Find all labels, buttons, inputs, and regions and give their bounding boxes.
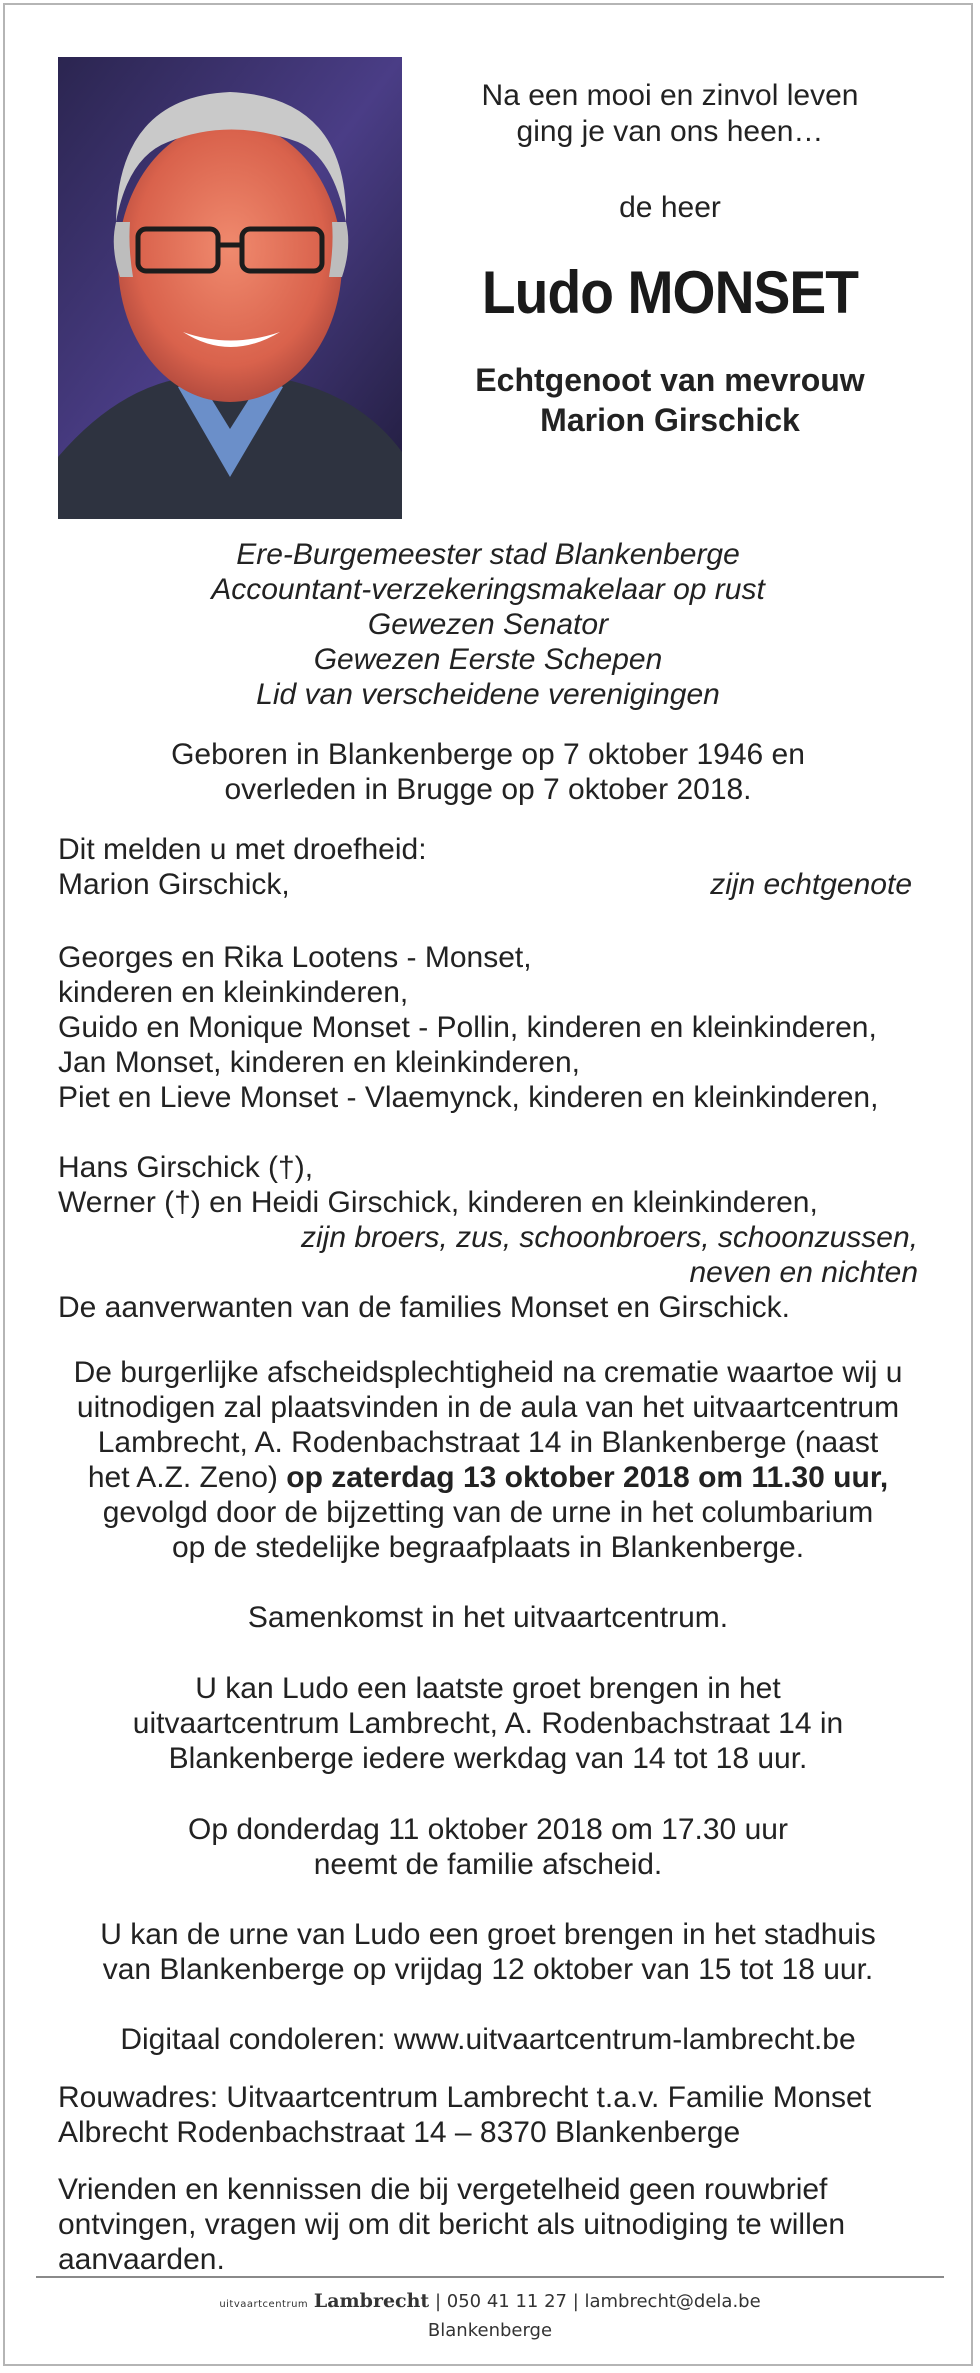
ceremony-line-pre: het A.Z. Zeno): [87, 1461, 287, 1494]
closing-line: ontvingen, vragen wij om dit bericht als uitnodiging te willen: [58, 2208, 846, 2241]
farewell-line: neemt de familie afscheid.: [313, 1848, 663, 1881]
footer-divider: [36, 2276, 944, 2278]
intro-line-1: Na een mooi en zinvol leven: [481, 79, 859, 112]
spouse-name: Marion Girschick,: [58, 868, 290, 901]
siblings-role-2: neven en nichten: [689, 1256, 918, 1289]
birth-death-info: [58, 737, 918, 807]
closing-line: aanvaarden.: [58, 2243, 225, 2276]
list-item: Piet en Lieve Monset - Vlaemynck, kinderen en kleinkinderen,: [58, 1081, 879, 1114]
honorary-titles: [58, 537, 918, 712]
urn-line: van Blankenberge op vrijdag 12 oktober van 15 tot 18 uur.: [102, 1953, 874, 1986]
spouse-row: [58, 867, 918, 902]
intro-line-2: ging je van ons heen…: [516, 115, 824, 148]
footer-line-1: [0, 2290, 980, 2312]
relatives-line: De aanverwanten van de families Monset en Girschick.: [58, 1291, 791, 1324]
gathering-info: Samenkomst in het uitvaartcentrum.: [247, 1601, 729, 1634]
footer-city: Blankenberge: [427, 2320, 553, 2341]
portrait-photo: [58, 57, 402, 519]
honorific: de heer: [619, 191, 721, 224]
address-line: Albrecht Rodenbachstraat 14 – 8370 Blankenberge: [58, 2116, 741, 2149]
intro-text: [430, 78, 910, 150]
ceremony-line: uitnodigen zal plaatsvinden in de aula van het uitvaartcentrum: [76, 1391, 900, 1424]
children-list: [58, 940, 918, 1115]
ceremony-info: [58, 1355, 918, 1565]
brand-prefix: uitvaartcentrum: [219, 2299, 309, 2310]
condolence-link: Digitaal condoleren: www.uitvaartcentrum-lambrecht.be: [120, 2023, 856, 2056]
ceremony-line: gevolgd door de bijzetting van de urne in het columbarium: [102, 1496, 874, 1529]
birth-line: Geboren in Blankenberge op 7 oktober 1946 en: [171, 738, 805, 771]
footer: [0, 2290, 980, 2341]
visit-line: uitvaartcentrum Lambrecht, A. Rodenbachstraat 14 in: [132, 1707, 844, 1740]
visit-line: Blankenberge iedere werkdag van 14 tot 18 uur.: [168, 1742, 808, 1775]
spouse-line-2: Marion Girschick: [540, 402, 800, 438]
siblings-role-1: zijn broers, zus, schoonbroers, schoonzussen,: [301, 1221, 918, 1254]
list-item: Werner (†) en Heidi Girschick, kinderen en kleinkinderen,: [58, 1186, 818, 1219]
announcement-intro: Dit melden u met droefheid:: [58, 833, 427, 866]
list-item: Hans Girschick (†),: [58, 1151, 314, 1184]
header-block: [430, 78, 910, 440]
urn-info: [58, 1917, 918, 1987]
spouse-line-1: Echtgenoot van mevrouw: [475, 362, 865, 398]
address-line: Rouwadres: Uitvaartcentrum Lambrecht t.a.v. Familie Monset: [58, 2081, 872, 2114]
ceremony-line: [58, 1460, 918, 1495]
announcement: [58, 832, 918, 902]
brand-logo: Lambrecht: [313, 2290, 430, 2312]
spouse-info: [430, 360, 910, 440]
closing-note: [58, 2172, 918, 2277]
title-item: Gewezen Eerste Schepen: [313, 643, 663, 676]
footer-contact: | 050 41 11 27 | lambrecht@dela.be: [434, 2291, 761, 2312]
mourning-address: [58, 2080, 918, 2150]
visit-info: [58, 1671, 918, 1776]
list-item: Guido en Monique Monset - Pollin, kinderen en kleinkinderen,: [58, 1011, 877, 1044]
title-item: Lid van verscheidene verenigingen: [256, 678, 720, 711]
farewell-info: [58, 1812, 918, 1882]
spouse-role: zijn echtgenote: [710, 868, 912, 901]
siblings-list: [58, 1150, 918, 1325]
ceremony-line: Lambrecht, A. Rodenbachstraat 14 in Blankenberge (naast: [97, 1426, 879, 1459]
list-item: Georges en Rika Lootens - Monset,: [58, 941, 532, 974]
ceremony-datetime: op zaterdag 13 oktober 2018 om 11.30 uur,: [286, 1461, 889, 1494]
deceased-name: Ludo MONSET: [481, 259, 859, 326]
death-line: overleden in Brugge op 7 oktober 2018.: [224, 773, 752, 806]
title-item: Accountant-verzekeringsmakelaar op rust: [211, 573, 765, 606]
ceremony-line: op de stedelijke begraafplaats in Blankenberge.: [171, 1531, 805, 1564]
visit-line: U kan Ludo een laatste groet brengen in het: [195, 1672, 781, 1705]
farewell-line: Op donderdag 11 oktober 2018 om 17.30 uur: [188, 1813, 788, 1846]
list-item: Jan Monset, kinderen en kleinkinderen,: [58, 1046, 580, 1079]
closing-line: Vrienden en kennissen die bij vergetelheid geen rouwbrief: [58, 2173, 828, 2206]
list-item: kinderen en kleinkinderen,: [58, 976, 409, 1009]
ceremony-line: De burgerlijke afscheidsplechtigheid na crematie waartoe wij u: [73, 1356, 903, 1389]
title-item: Gewezen Senator: [367, 608, 609, 641]
urn-line: U kan de urne van Ludo een groet brengen in het stadhuis: [100, 1918, 876, 1951]
title-item: Ere-Burgemeester stad Blankenberge: [236, 538, 740, 571]
